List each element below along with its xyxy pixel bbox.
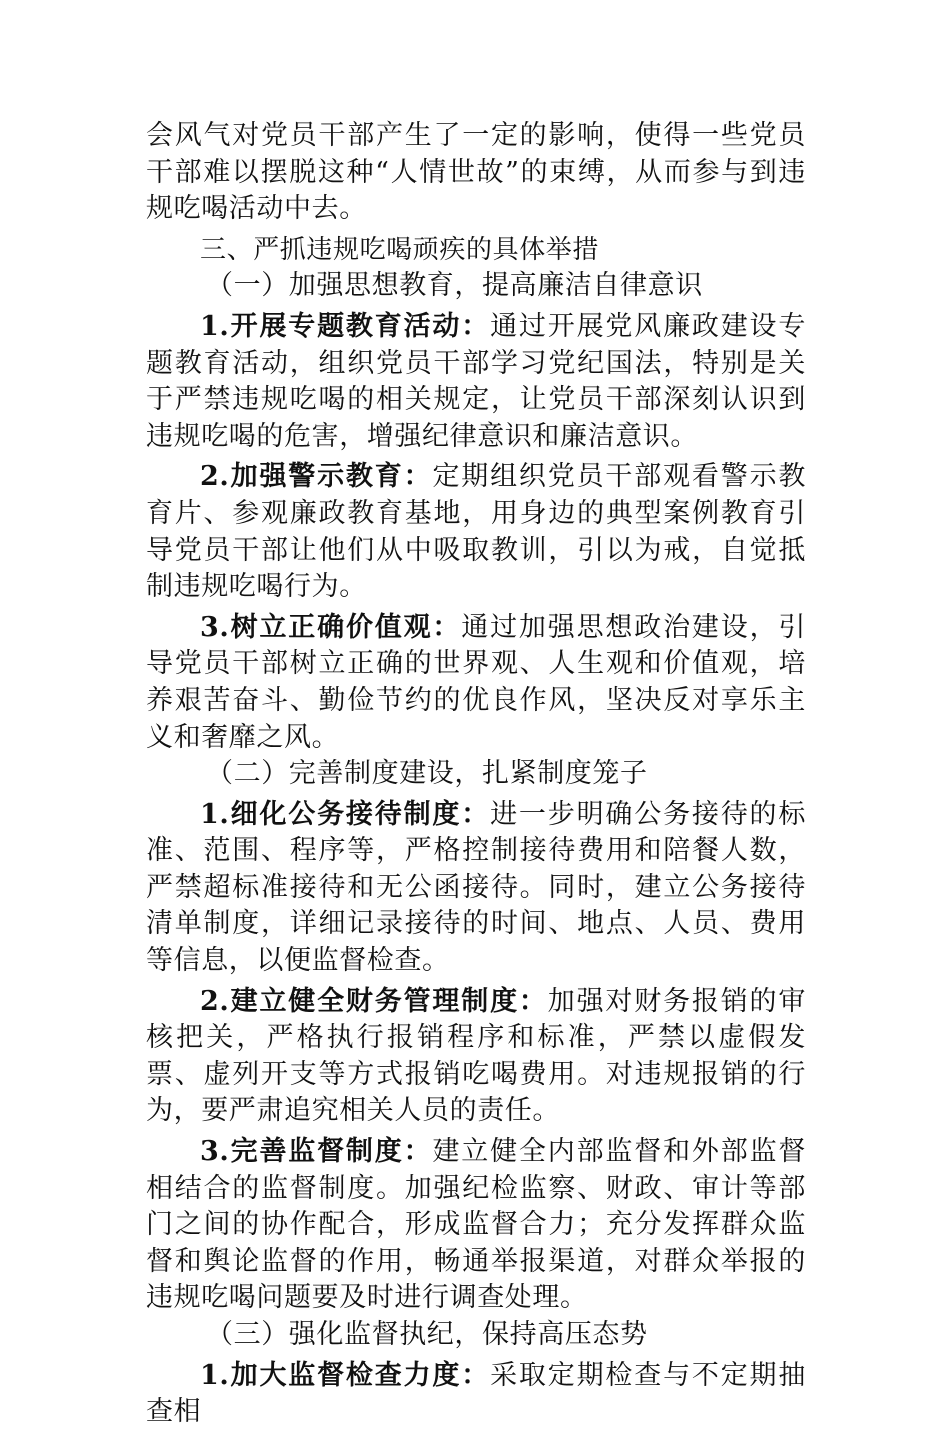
item-3-1 — [146, 1358, 806, 1431]
document-page — [146, 118, 806, 1431]
item-lead: 1.细化公务接待制度： — [200, 798, 491, 830]
item-text: 通过开展党风廉政建设专题教育活动，组织党员干部学习党纪国法，特别是关于严禁违规吃喝的相关规定，让党员干部深刻认识到违规吃喝的危害，增强纪律意识和廉洁意识。 — [146, 310, 806, 452]
item-lead: 3.树立正确价值观： — [200, 611, 462, 643]
item-lead: 1.加大监督检查力度： — [200, 1359, 491, 1391]
item-1-1 — [146, 309, 806, 455]
item-text: 进一步明确公务接待的标准、范围、程序等，严格控制接待费用和陪餐人数，严禁超标准接待和无公函接待。同时，建立公务接待清单制度，详细记录接待的时间、地点、人员、费用等信息，以便监督检查。 — [146, 798, 806, 977]
item-text: 建立健全内部监督和外部监督相结合的监督制度。加强纪检监察、财政、审计等部门之间的协作配合，形成监督合力；充分发挥群众监督和舆论监督的作用，畅通举报渠道，对群众举报的违规吃喝问题要及时进行调查处理。 — [146, 1136, 806, 1314]
item-1-3 — [146, 610, 806, 756]
item-lead: 1.开展专题教育活动： — [200, 310, 491, 342]
subsection-heading-2: （二）完善制度建设，扎紧制度笼子 — [206, 758, 648, 790]
item-text: 定期组织党员干部观看警示教育片、参观廉政教育基地，用身边的典型案例教育引导党员干部让他们从中吸取教训，引以为戒，自觉抵制违规吃喝行为。 — [146, 461, 806, 603]
item-text: 通过加强思想政治建设，引导党员干部树立正确的世界观、人生观和价值观，培养艰苦奋斗、勤俭节约的优良作风，坚决反对享乐主义和奢靡之风。 — [146, 611, 807, 753]
item-2-1 — [146, 797, 806, 980]
item-lead: 2.建立健全财务管理制度： — [200, 985, 548, 1017]
section-heading-3: 三、严抓违规吃喝顽疾的具体举措 — [200, 234, 600, 265]
item-lead: 2.加强警示教育： — [200, 461, 433, 493]
item-text: 加强对财务报销的审核把关，严格执行报销程序和标准，严禁以虚假发票、虚列开支等方式报销吃喝费用。对违规报销的行为，要严肃追究相关人员的责任。 — [146, 985, 806, 1127]
item-1-2 — [146, 459, 806, 605]
item-2-3 — [146, 1134, 806, 1317]
subsection-heading-1: （一）加强思想教育，提高廉洁自律意识 — [206, 270, 703, 302]
item-lead: 3.完善监督制度： — [200, 1136, 433, 1168]
subsection-heading-3: （三）强化监督执纪，保持高压态势 — [206, 1319, 648, 1350]
item-2-2 — [146, 984, 806, 1130]
item-text: 采取定期检查与不定期抽查相 — [146, 1359, 806, 1428]
paragraph-continuation: 会风气对党员干部产生了一定的影响，使得一些党员干部难以摆脱这种“人情世故”的束缚，从而参与到违规吃喝活动中去。 — [146, 120, 806, 225]
